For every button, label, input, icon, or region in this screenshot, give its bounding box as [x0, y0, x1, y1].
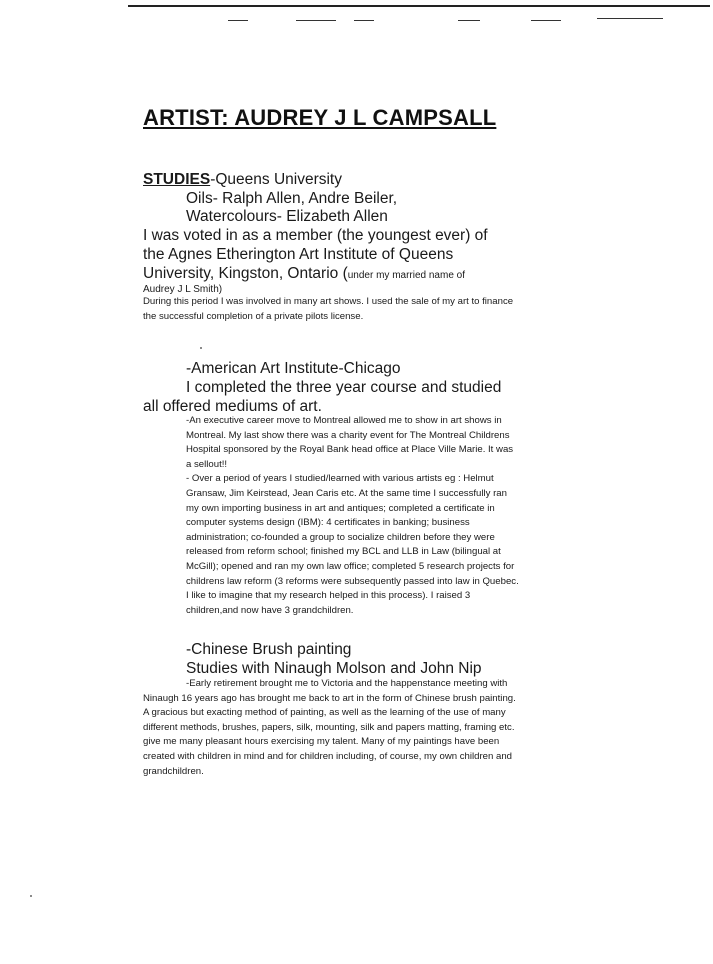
header-rule [458, 20, 480, 21]
montreal-paragraph: -An executive career move to Montreal allowed me to show in art shows in Montreal. My last show there was a charity event for The Montreal Childrens Hospital sponsored by the Royal Bank head office at Place Ville Marie. It was a sellout!! [186, 415, 514, 470]
page-title: ARTIST: AUDREY J L CAMPSALL [143, 105, 497, 130]
chicago-mediums: all offered mediums of art. [143, 398, 322, 415]
chinese-paragraph [143, 677, 521, 779]
scan-speck [200, 347, 202, 349]
chinese-studies: Studies with Ninaugh Molson and John Nip [186, 660, 482, 677]
married-name-note: under my married name of [347, 270, 466, 281]
career-paragraph: - Over a period of years I studied/learned with various artists eg : Helmut Gransaw, Jim Keirstead, Jean Caris etc. At the same time I successfully ran my own importing business in art and antiques; completed a certificate in computer systems design (IBM): 4 certificates in banking; business administration; co-founded a group to socialize children before they were released from reform school; finished my BCL and LLB in Law (bilingual at McGill); opened and ran my own law office; completed 5 research projects for childrens law reform (3 reforms were subsequently passed into law in Quebec. I like to imagine that my research helped in this process). I raised 3 children,and now have 3 grandchildren. [186, 473, 519, 616]
header-rule [228, 20, 248, 21]
header-rule [597, 18, 663, 19]
chinese-paragraph-text: -Early retirement brought me to Victoria and the happenstance meeting with Ninaugh 16 years ago has brought me back to art in the form of Chinese brush painting. A gracious but exacting method of painting, as well as the learning of the use of many different methods, brushes, papers, silk, mounting, silk and papers matting, framing etc. give me many pleasant hours exercising my talent. Many of my paintings have been created with children in mind and for children including, of course, my own children and grandchildren. [143, 678, 516, 777]
chicago-course: I completed the three year course and studied [186, 379, 502, 396]
header-rule [354, 20, 374, 21]
studies-heading [143, 171, 342, 189]
header-rule [531, 20, 561, 21]
header-rule [296, 20, 336, 21]
queens-voted-line1: I was voted in as a member (the youngest ever) of [143, 227, 488, 244]
queens-paragraph [143, 295, 521, 324]
header-rule [128, 5, 710, 7]
scan-speck [30, 895, 32, 897]
queens-oils: Oils- Ralph Allen, Andre Beiler, [186, 190, 398, 207]
queens-paragraph-text: During this period I was involved in many art shows. I used the sale of my art to finance the successful completion of a private pilots license. [143, 296, 514, 322]
queens-voted-line2: the Agnes Etherington Art Institute of Queens [143, 246, 454, 263]
queens-voted-line3 [143, 265, 465, 283]
studies-label: STUDIES [143, 171, 211, 188]
queens-university: -Queens University [210, 171, 342, 188]
queens-smith: Audrey J L Smith) [143, 284, 223, 295]
queens-watercolours: Watercolours- Elizabeth Allen [186, 208, 388, 225]
chicago-heading: -American Art Institute-Chicago [186, 360, 401, 377]
chinese-heading: -Chinese Brush painting [186, 641, 352, 658]
queens-kingston: University, Kingston, Ontario ( [143, 265, 348, 282]
chicago-paragraphs [143, 414, 521, 618]
